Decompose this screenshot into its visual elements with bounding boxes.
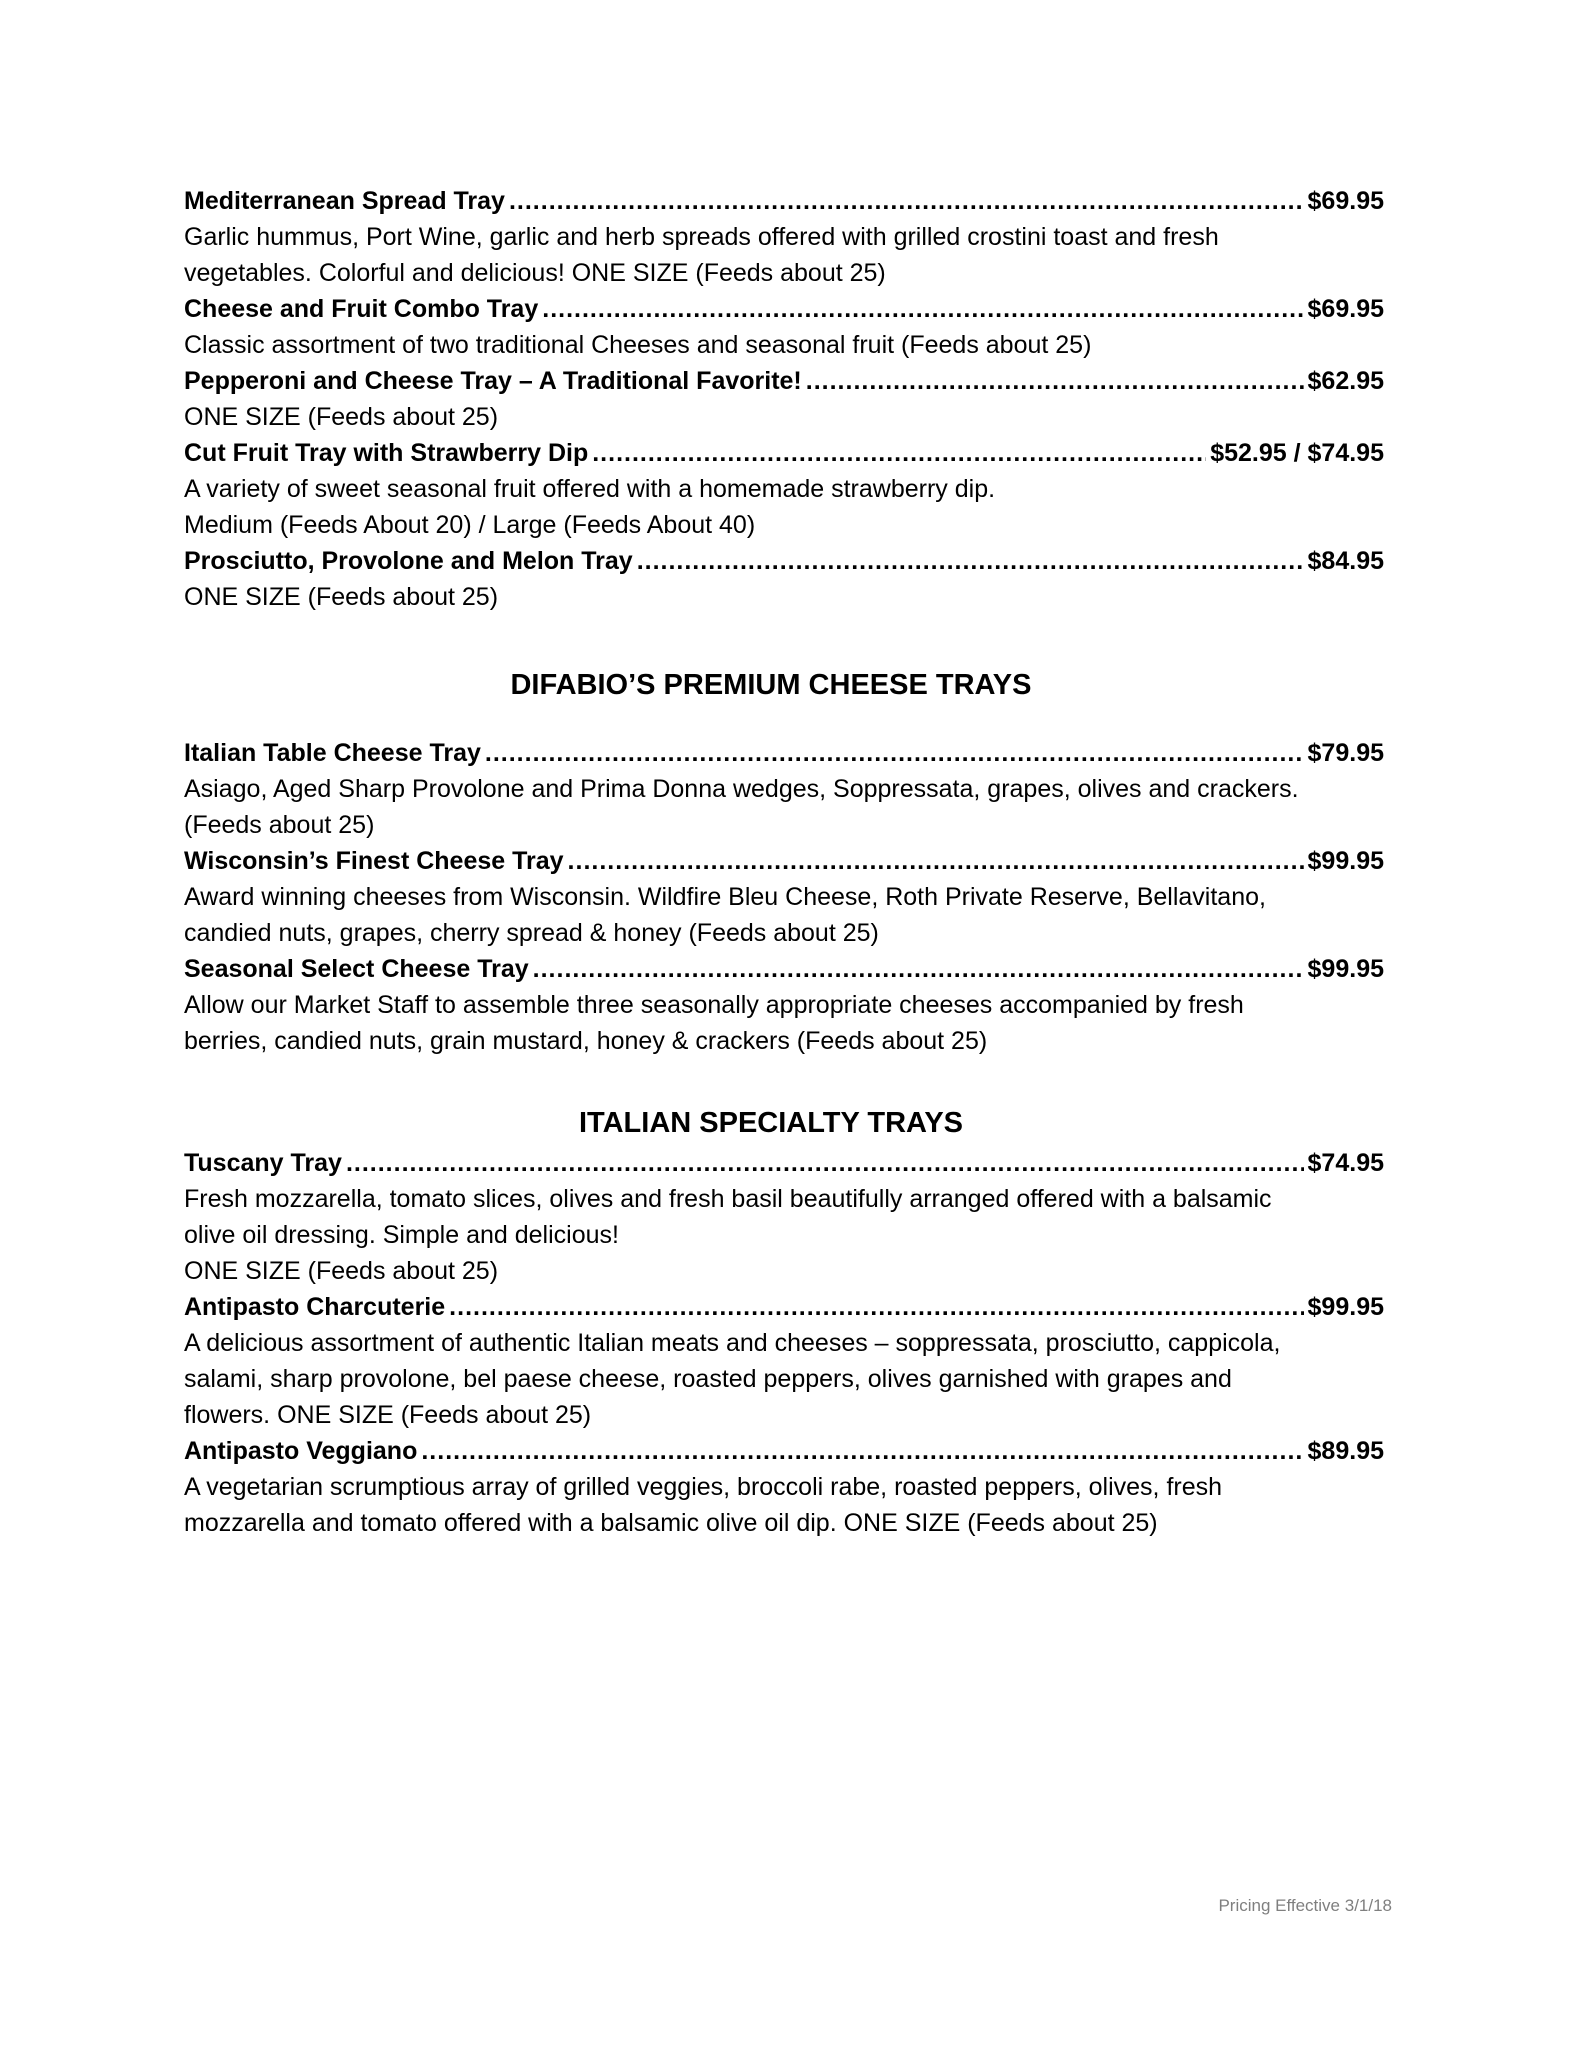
item-name: Tuscany Tray: [184, 1149, 342, 1177]
dot-leader: [485, 735, 1304, 771]
item-name: Cut Fruit Tray with Strawberry Dip: [184, 439, 589, 467]
section-heading: DIFABIO’S PREMIUM CHEESE TRAYS: [510, 669, 1032, 701]
menu-item: [184, 735, 1384, 843]
item-description: Allow our Market Staff to assemble three seasonally appropriate cheeses accompanied by fresh berries, candied nuts, grain mustard, honey & crackers (Feeds about 25): [184, 991, 1244, 1055]
item-description: Award winning cheeses from Wisconsin. Wildfire Bleu Cheese, Roth Private Reserve, Bellavitano, candied nuts, grapes, cherry spread & honey (Feeds about 25): [184, 883, 1266, 947]
item-description: Garlic hummus, Port Wine, garlic and herb spreads offered with grilled crostini toast and fresh vegetables. Colorful and delicious! ONE SIZE (Feeds about 25): [184, 223, 1219, 287]
item-description: ONE SIZE (Feeds about 25): [184, 583, 499, 611]
dot-leader: [637, 543, 1304, 579]
item-header: [184, 291, 1384, 327]
pricing-footer: Pricing Effective 3/1/18: [1218, 1896, 1392, 1915]
item-header: [184, 543, 1384, 579]
item-description: Asiago, Aged Sharp Provolone and Prima Donna wedges, Soppressata, grapes, olives and crackers. (Feeds about 25): [184, 775, 1299, 839]
item-description: A variety of sweet seasonal fruit offered with a homemade strawberry dip. Medium (Feeds About 20) / Large (Feeds About 40): [184, 475, 996, 539]
item-price: $69.95: [1307, 187, 1384, 215]
menu-page: [184, 183, 1384, 1541]
dot-leader: [346, 1145, 1304, 1181]
item-price: $62.95: [1307, 367, 1384, 395]
item-price: $99.95: [1307, 847, 1384, 875]
item-header: [184, 843, 1384, 879]
item-price: $84.95: [1307, 547, 1384, 575]
item-description: ONE SIZE (Feeds about 25): [184, 403, 499, 431]
item-header: [184, 1145, 1384, 1181]
item-name: Antipasto Charcuterie: [184, 1293, 446, 1321]
item-name: Mediterranean Spread Tray: [184, 187, 505, 215]
item-description: Classic assortment of two traditional Cheeses and seasonal fruit (Feeds about 25): [184, 331, 1092, 359]
item-description: Fresh mozzarella, tomato slices, olives and fresh basil beautifully arranged offered with a balsamic olive oil dressing. Simple and delicious! ONE SIZE (Feeds about 25): [184, 1185, 1272, 1285]
item-price: $79.95: [1307, 739, 1384, 767]
dot-leader: [509, 183, 1304, 219]
section-italian-specialty-trays: [184, 1101, 1384, 1541]
dot-leader: [421, 1433, 1303, 1469]
item-header: [184, 183, 1384, 219]
menu-item: [184, 435, 1384, 543]
section-platters: [184, 183, 1384, 615]
item-description: A delicious assortment of authentic Italian meats and cheeses – soppressata, prosciutto, cappicola, salami, sharp provolone, bel paese cheese, roasted peppers, olives garnished with grapes and flowers. ONE SIZE (Feeds about 25): [184, 1329, 1281, 1429]
menu-item: [184, 1289, 1384, 1433]
item-description: A vegetarian scrumptious array of grilled veggies, broccoli rabe, roasted peppers, olives, fresh mozzarella and tomato offered with a balsamic olive oil dip. ONE SIZE (Feeds about 25): [184, 1473, 1223, 1537]
item-header: [184, 363, 1384, 399]
item-name: Wisconsin’s Finest Cheese Tray: [184, 847, 564, 875]
item-header: [184, 1289, 1384, 1325]
section-premium-cheese-trays: [184, 663, 1384, 1059]
dot-leader: [592, 435, 1206, 471]
dot-leader: [533, 951, 1304, 987]
item-price: $69.95: [1307, 295, 1384, 323]
item-header: [184, 951, 1384, 987]
menu-item: [184, 543, 1384, 615]
dot-leader: [806, 363, 1304, 399]
menu-item: [184, 183, 1384, 291]
item-price: $52.95 / $74.95: [1210, 439, 1384, 467]
section-heading: ITALIAN SPECIALTY TRAYS: [578, 1107, 964, 1139]
item-header: [184, 435, 1384, 471]
item-price: $89.95: [1307, 1437, 1384, 1465]
item-header: [184, 735, 1384, 771]
item-name: Cheese and Fruit Combo Tray: [184, 295, 539, 323]
item-header: [184, 1433, 1384, 1469]
menu-item: [184, 951, 1384, 1059]
item-price: $74.95: [1307, 1149, 1384, 1177]
item-name: Prosciutto, Provolone and Melon Tray: [184, 547, 633, 575]
item-name: Pepperoni and Cheese Tray – A Traditional Favorite!: [184, 367, 802, 395]
item-name: Antipasto Veggiano: [184, 1437, 418, 1465]
item-name: Seasonal Select Cheese Tray: [184, 955, 529, 983]
dot-leader: [542, 291, 1303, 327]
dot-leader: [449, 1289, 1303, 1325]
dot-leader: [568, 843, 1304, 879]
menu-item: [184, 363, 1384, 435]
menu-item: [184, 843, 1384, 951]
item-price: $99.95: [1307, 955, 1384, 983]
item-price: $99.95: [1307, 1293, 1384, 1321]
menu-item: [184, 291, 1384, 363]
menu-item: [184, 1433, 1384, 1541]
item-name: Italian Table Cheese Tray: [184, 739, 481, 767]
menu-item: [184, 1145, 1384, 1289]
